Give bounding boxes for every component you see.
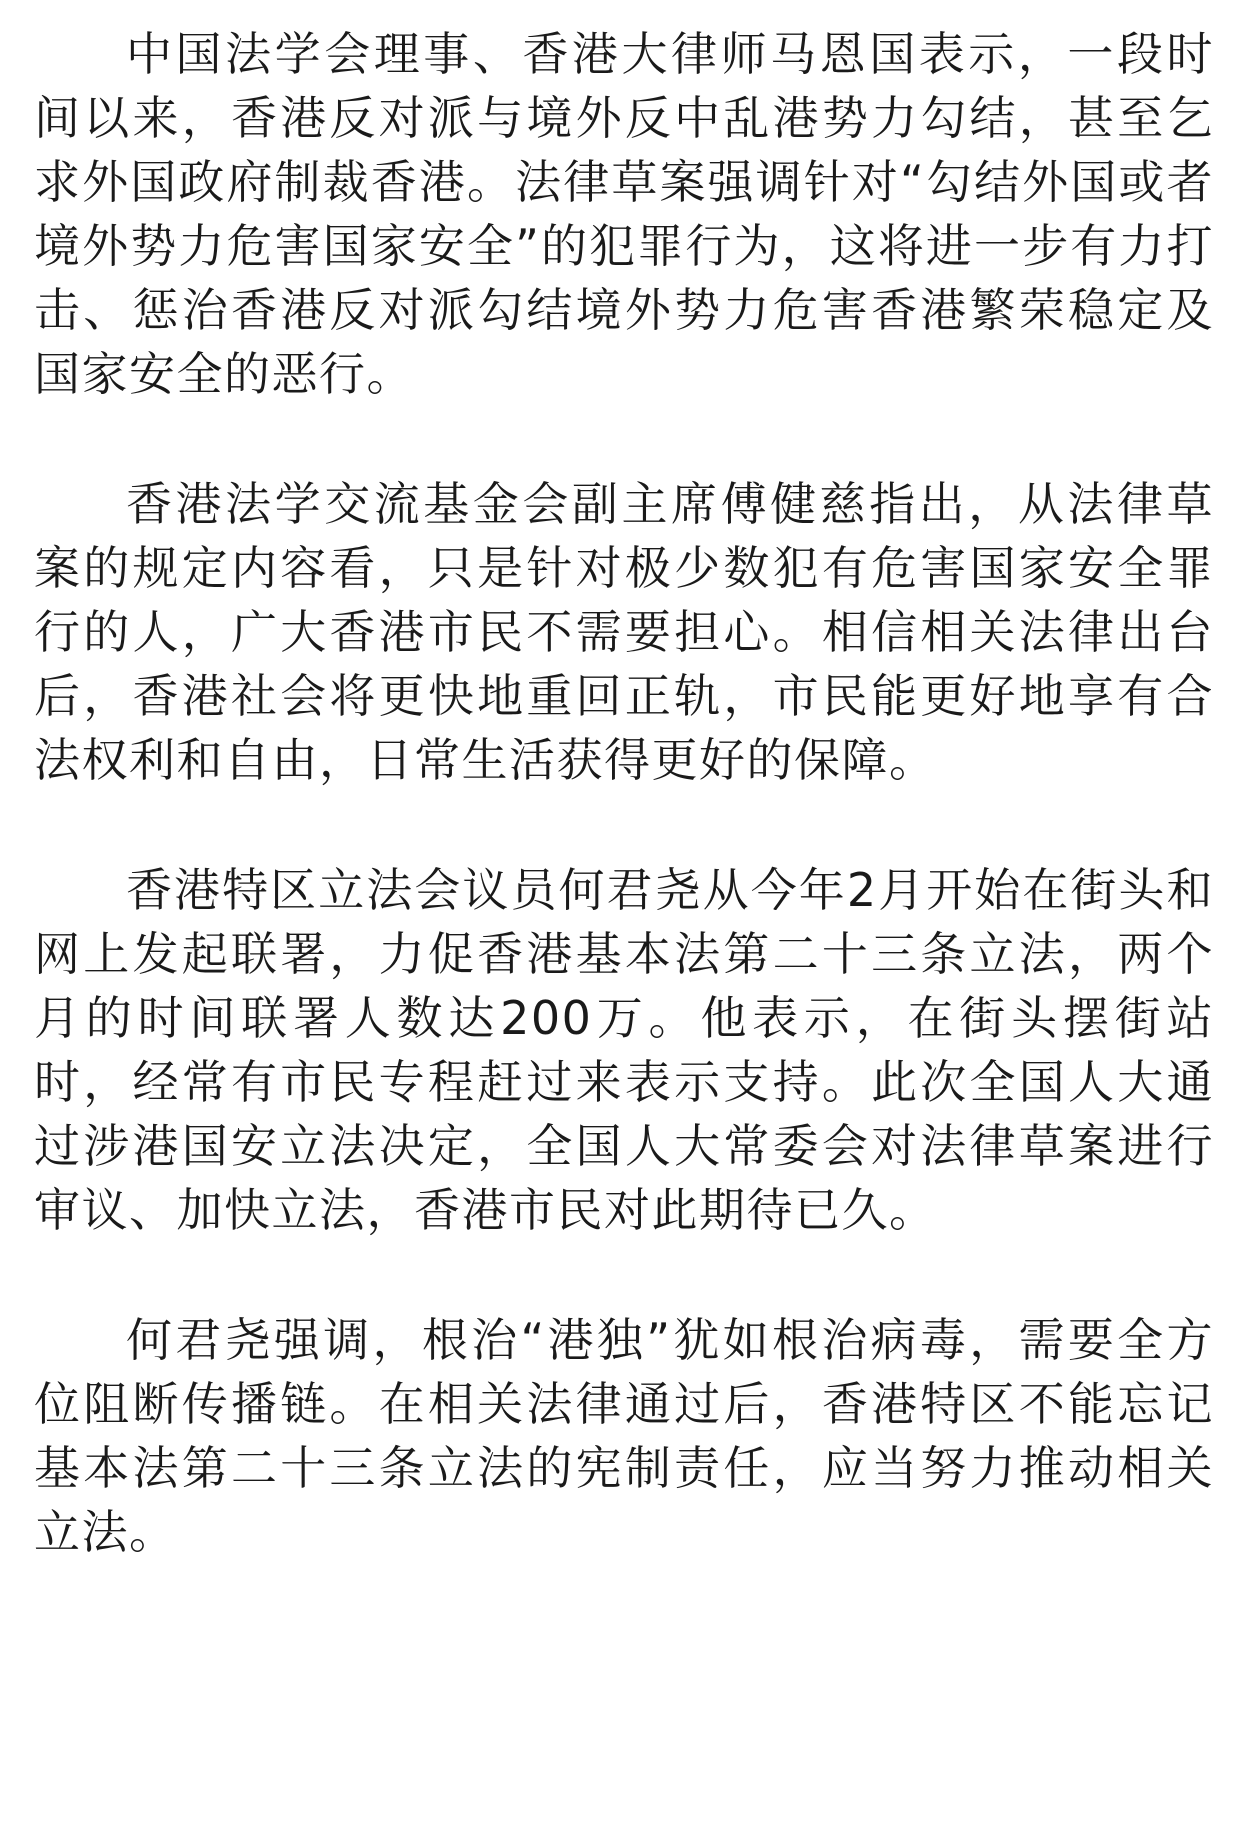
paragraph-he-junyao-petition: 香港特区立法会议员何君尧从今年2月开始在街头和网上发起联署，力促香港基本法第二十三条立法，两个月的时间联署人数达200万。他表示，在街头摆街站时，经常有市民专程赶过来表示支持。此次全国人大通过涉港国安立法决定，全国人大常委会对法律草案进行审议、加快立法，香港市民对此期待已久。: [34, 863, 1214, 1237]
paragraph-fu-jianci: 香港法学交流基金会副主席傅健慈指出，从法律草案的规定内容看，只是针对极少数犯有危害国家安全罪行的人，广大香港市民不需要担心。相信相关法律出台后，香港社会将更快地重回正轨，市民能更好地享有合法权利和自由，日常生活获得更好的保障。: [34, 477, 1214, 787]
article-body: [34, 22, 1214, 1564]
paragraph-ma-enguo: 中国法学会理事、香港大律师马恩国表示，一段时间以来，香港反对派与境外反中乱港势力勾结，甚至乞求外国政府制裁香港。法律草案强调针对“勾结外国或者境外势力危害国家安全”的犯罪行为，这将进一步有力打击、惩治香港反对派勾结境外势力危害香港繁荣稳定及国家安全的恶行。: [34, 27, 1214, 401]
paragraph-he-junyao-article23: 何君尧强调，根治“港独”犹如根治病毒，需要全方位阻断传播链。在相关法律通过后，香港特区不能忘记基本法第二十三条立法的宪制责任，应当努力推动相关立法。: [34, 1313, 1214, 1559]
